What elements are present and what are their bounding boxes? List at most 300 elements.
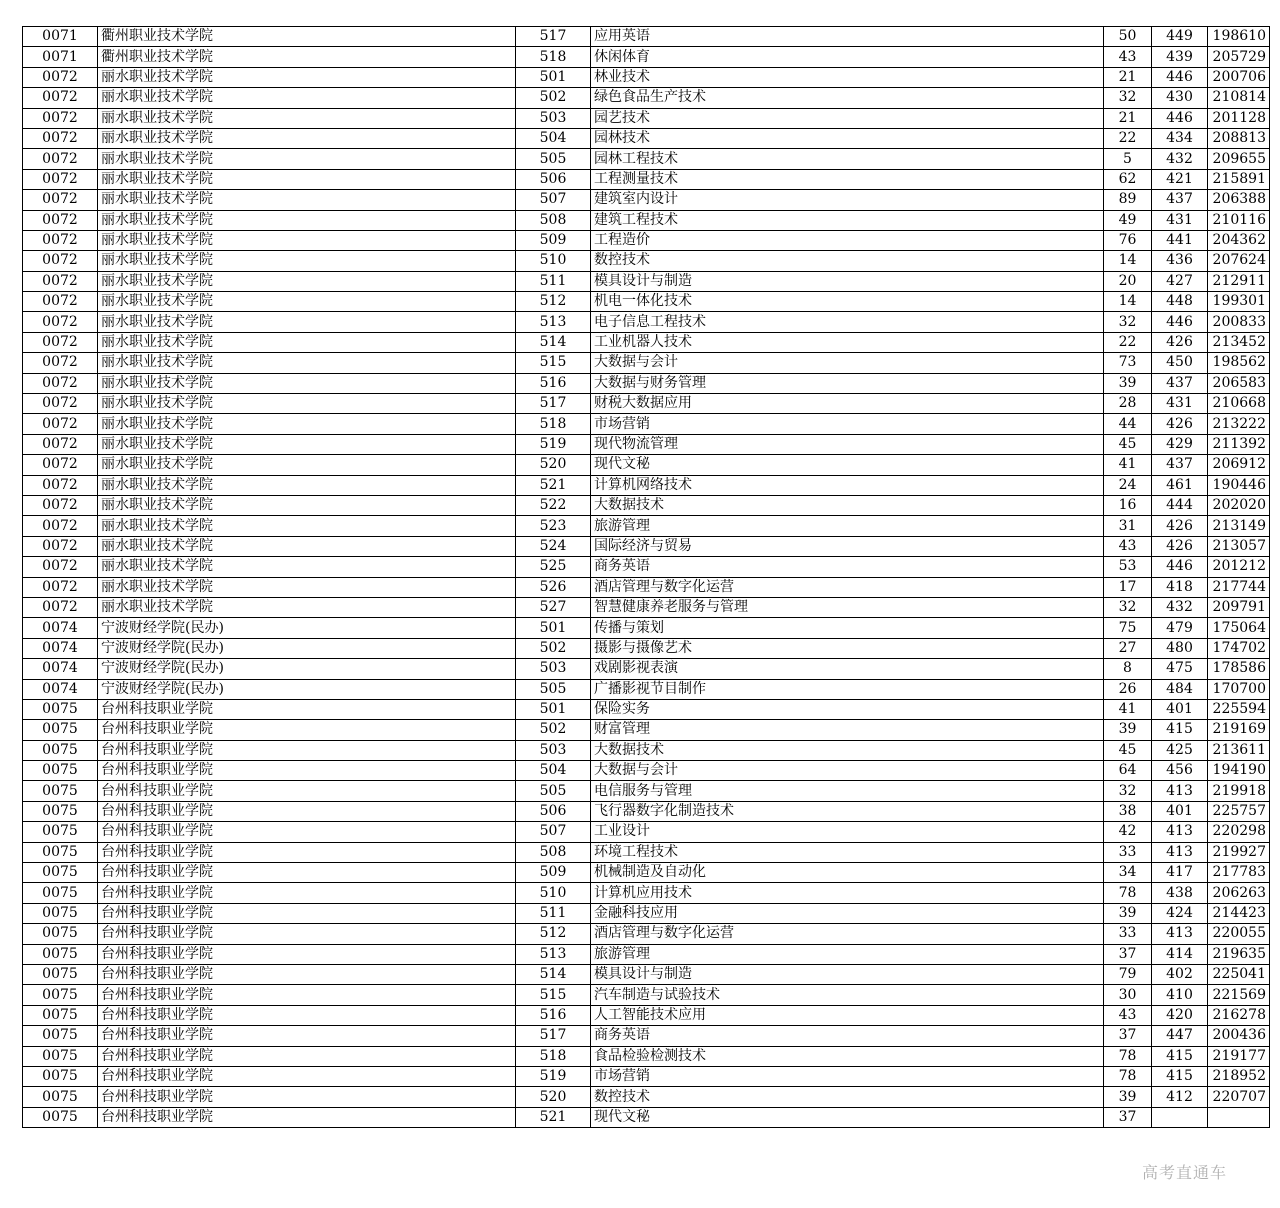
school-code-cell: 0072 (23, 88, 98, 108)
school-code-cell: 0072 (23, 108, 98, 128)
major-code-cell: 509 (516, 863, 591, 883)
min-score-cell: 420 (1152, 1005, 1208, 1025)
plan-count-cell: 14 (1104, 292, 1152, 312)
school-name-cell: 宁波财经学院(民办) (98, 659, 516, 679)
plan-count-cell: 14 (1104, 251, 1152, 271)
school-code-cell: 0075 (23, 1005, 98, 1025)
table-row (23, 67, 1270, 87)
plan-count-cell: 41 (1104, 455, 1152, 475)
school-code-cell: 0072 (23, 312, 98, 332)
school-name-cell: 台州科技职业学院 (98, 903, 516, 923)
school-name-cell: 衢州职业技术学院 (98, 27, 516, 47)
major-name-cell: 机电一体化技术 (591, 292, 1104, 312)
table-row (23, 495, 1270, 515)
major-name-cell: 大数据与会计 (591, 761, 1104, 781)
major-name-cell: 现代文秘 (591, 1107, 1104, 1127)
school-code-cell: 0072 (23, 149, 98, 169)
major-code-cell: 507 (516, 190, 591, 210)
major-name-cell: 建筑工程技术 (591, 210, 1104, 230)
major-name-cell: 食品检验检测技术 (591, 1046, 1104, 1066)
rank-cell: 205729 (1208, 47, 1270, 67)
school-name-cell: 丽水职业技术学院 (98, 495, 516, 515)
table-row (23, 475, 1270, 495)
rank-cell: 178586 (1208, 659, 1270, 679)
major-code-cell: 517 (516, 1026, 591, 1046)
rank-cell: 201212 (1208, 557, 1270, 577)
table-row (23, 128, 1270, 148)
major-name-cell: 财税大数据应用 (591, 394, 1104, 414)
min-score-cell: 413 (1152, 842, 1208, 862)
min-score-cell: 449 (1152, 27, 1208, 47)
school-code-cell: 0075 (23, 801, 98, 821)
plan-count-cell: 73 (1104, 353, 1152, 373)
school-code-cell: 0072 (23, 67, 98, 87)
plan-count-cell: 53 (1104, 557, 1152, 577)
rank-cell: 225757 (1208, 801, 1270, 821)
table-row (23, 149, 1270, 169)
min-score-cell: 447 (1152, 1026, 1208, 1046)
table-row (23, 47, 1270, 67)
table-row (23, 169, 1270, 189)
plan-count-cell: 43 (1104, 536, 1152, 556)
min-score-cell: 436 (1152, 251, 1208, 271)
major-name-cell: 财富管理 (591, 720, 1104, 740)
school-name-cell: 台州科技职业学院 (98, 1005, 516, 1025)
plan-count-cell: 21 (1104, 108, 1152, 128)
plan-count-cell: 62 (1104, 169, 1152, 189)
school-code-cell: 0072 (23, 455, 98, 475)
rank-cell: 219918 (1208, 781, 1270, 801)
table-row (23, 1005, 1270, 1025)
major-code-cell: 519 (516, 434, 591, 454)
rank-cell: 219177 (1208, 1046, 1270, 1066)
major-code-cell: 524 (516, 536, 591, 556)
school-code-cell: 0075 (23, 1107, 98, 1127)
table-row (23, 536, 1270, 556)
min-score-cell: 415 (1152, 1046, 1208, 1066)
major-code-cell: 522 (516, 495, 591, 515)
table-row (23, 312, 1270, 332)
rank-cell: 175064 (1208, 618, 1270, 638)
rank-cell: 210116 (1208, 210, 1270, 230)
major-code-cell: 507 (516, 822, 591, 842)
major-code-cell: 508 (516, 842, 591, 862)
school-name-cell: 台州科技职业学院 (98, 822, 516, 842)
plan-count-cell: 22 (1104, 128, 1152, 148)
school-name-cell: 宁波财经学院(民办) (98, 638, 516, 658)
plan-count-cell: 32 (1104, 312, 1152, 332)
major-code-cell: 512 (516, 924, 591, 944)
min-score-cell: 439 (1152, 47, 1208, 67)
plan-count-cell: 39 (1104, 720, 1152, 740)
school-code-cell: 0075 (23, 985, 98, 1005)
rank-cell: 198562 (1208, 353, 1270, 373)
major-code-cell: 505 (516, 149, 591, 169)
rank-cell: 213611 (1208, 740, 1270, 760)
table-row (23, 332, 1270, 352)
plan-count-cell: 32 (1104, 597, 1152, 617)
school-name-cell: 丽水职业技术学院 (98, 557, 516, 577)
table-row (23, 883, 1270, 903)
table-row (23, 985, 1270, 1005)
school-code-cell: 0075 (23, 781, 98, 801)
rank-cell: 206583 (1208, 373, 1270, 393)
rank-cell: 225594 (1208, 699, 1270, 719)
min-score-cell: 448 (1152, 292, 1208, 312)
min-score-cell: 415 (1152, 720, 1208, 740)
rank-cell: 174702 (1208, 638, 1270, 658)
plan-count-cell: 30 (1104, 985, 1152, 1005)
school-code-cell: 0072 (23, 394, 98, 414)
rank-cell: 170700 (1208, 679, 1270, 699)
major-code-cell: 505 (516, 781, 591, 801)
table-row (23, 292, 1270, 312)
major-code-cell: 503 (516, 108, 591, 128)
min-score-cell: 446 (1152, 312, 1208, 332)
rank-cell: 220055 (1208, 924, 1270, 944)
plan-count-cell: 28 (1104, 394, 1152, 414)
table-row (23, 720, 1270, 740)
min-score-cell: 413 (1152, 781, 1208, 801)
school-code-cell: 0075 (23, 822, 98, 842)
rank-cell: 209655 (1208, 149, 1270, 169)
school-code-cell: 0074 (23, 679, 98, 699)
table-row (23, 516, 1270, 536)
plan-count-cell: 76 (1104, 230, 1152, 250)
school-code-cell: 0072 (23, 516, 98, 536)
min-score-cell: 427 (1152, 271, 1208, 291)
rank-cell: 199301 (1208, 292, 1270, 312)
min-score-cell: 426 (1152, 536, 1208, 556)
min-score-cell: 432 (1152, 149, 1208, 169)
min-score-cell: 438 (1152, 883, 1208, 903)
school-code-cell: 0072 (23, 251, 98, 271)
major-code-cell: 515 (516, 353, 591, 373)
table-row (23, 597, 1270, 617)
plan-count-cell: 43 (1104, 1005, 1152, 1025)
school-code-cell: 0072 (23, 414, 98, 434)
school-name-cell: 丽水职业技术学院 (98, 536, 516, 556)
school-code-cell: 0072 (23, 271, 98, 291)
school-name-cell: 丽水职业技术学院 (98, 332, 516, 352)
major-name-cell: 园艺技术 (591, 108, 1104, 128)
plan-count-cell: 78 (1104, 883, 1152, 903)
major-name-cell: 商务英语 (591, 557, 1104, 577)
major-code-cell: 514 (516, 332, 591, 352)
major-name-cell: 戏剧影视表演 (591, 659, 1104, 679)
table-row (23, 699, 1270, 719)
plan-count-cell: 50 (1104, 27, 1152, 47)
school-code-cell: 0072 (23, 128, 98, 148)
plan-count-cell: 24 (1104, 475, 1152, 495)
major-name-cell: 机械制造及自动化 (591, 863, 1104, 883)
major-name-cell: 传播与策划 (591, 618, 1104, 638)
rank-cell: 219927 (1208, 842, 1270, 862)
school-code-cell: 0072 (23, 353, 98, 373)
plan-count-cell: 26 (1104, 679, 1152, 699)
major-code-cell: 510 (516, 883, 591, 903)
table-row (23, 414, 1270, 434)
school-code-cell: 0072 (23, 434, 98, 454)
min-score-cell: 432 (1152, 597, 1208, 617)
school-code-cell: 0075 (23, 720, 98, 740)
min-score-cell: 426 (1152, 414, 1208, 434)
rank-cell: 213222 (1208, 414, 1270, 434)
major-name-cell: 商务英语 (591, 1026, 1104, 1046)
school-name-cell: 台州科技职业学院 (98, 720, 516, 740)
rank-cell: 206912 (1208, 455, 1270, 475)
school-name-cell: 台州科技职业学院 (98, 1087, 516, 1107)
min-score-cell: 437 (1152, 455, 1208, 475)
school-name-cell: 丽水职业技术学院 (98, 251, 516, 271)
plan-count-cell: 45 (1104, 740, 1152, 760)
major-code-cell: 521 (516, 475, 591, 495)
rank-cell: 202020 (1208, 495, 1270, 515)
rank-cell: 225041 (1208, 964, 1270, 984)
rank-cell: 221569 (1208, 985, 1270, 1005)
min-score-cell: 421 (1152, 169, 1208, 189)
school-code-cell: 0075 (23, 842, 98, 862)
major-name-cell: 园林工程技术 (591, 149, 1104, 169)
major-code-cell: 521 (516, 1107, 591, 1127)
school-name-cell: 丽水职业技术学院 (98, 597, 516, 617)
school-code-cell: 0071 (23, 27, 98, 47)
school-code-cell: 0075 (23, 1046, 98, 1066)
table-row (23, 394, 1270, 414)
plan-count-cell: 49 (1104, 210, 1152, 230)
major-code-cell: 502 (516, 638, 591, 658)
major-name-cell: 旅游管理 (591, 516, 1104, 536)
major-name-cell: 休闲体育 (591, 47, 1104, 67)
school-name-cell: 丽水职业技术学院 (98, 292, 516, 312)
school-name-cell: 台州科技职业学院 (98, 964, 516, 984)
major-name-cell: 酒店管理与数字化运营 (591, 924, 1104, 944)
rank-cell: 198610 (1208, 27, 1270, 47)
rank-cell: 207624 (1208, 251, 1270, 271)
plan-count-cell: 39 (1104, 1087, 1152, 1107)
school-code-cell: 0072 (23, 332, 98, 352)
plan-count-cell: 32 (1104, 88, 1152, 108)
plan-count-cell: 89 (1104, 190, 1152, 210)
rank-cell: 210668 (1208, 394, 1270, 414)
table-row (23, 27, 1270, 47)
major-name-cell: 数控技术 (591, 1087, 1104, 1107)
table-row (23, 230, 1270, 250)
table-row (23, 822, 1270, 842)
min-score-cell: 412 (1152, 1087, 1208, 1107)
plan-count-cell: 33 (1104, 924, 1152, 944)
table-row (23, 251, 1270, 271)
major-code-cell: 520 (516, 1087, 591, 1107)
school-name-cell: 台州科技职业学院 (98, 781, 516, 801)
major-code-cell: 501 (516, 618, 591, 638)
table-row (23, 740, 1270, 760)
school-code-cell: 0075 (23, 1087, 98, 1107)
min-score-cell: 446 (1152, 108, 1208, 128)
school-name-cell: 台州科技职业学院 (98, 883, 516, 903)
plan-count-cell: 42 (1104, 822, 1152, 842)
school-name-cell: 宁波财经学院(民办) (98, 679, 516, 699)
school-name-cell: 丽水职业技术学院 (98, 434, 516, 454)
min-score-cell: 429 (1152, 434, 1208, 454)
rank-cell (1208, 1107, 1270, 1127)
major-code-cell: 504 (516, 128, 591, 148)
major-code-cell: 508 (516, 210, 591, 230)
school-code-cell: 0075 (23, 740, 98, 760)
school-name-cell: 台州科技职业学院 (98, 1026, 516, 1046)
table-row (23, 761, 1270, 781)
rank-cell: 200706 (1208, 67, 1270, 87)
min-score-cell: 402 (1152, 964, 1208, 984)
min-score-cell: 480 (1152, 638, 1208, 658)
school-code-cell: 0072 (23, 475, 98, 495)
min-score-cell: 441 (1152, 230, 1208, 250)
plan-count-cell: 38 (1104, 801, 1152, 821)
school-code-cell: 0072 (23, 190, 98, 210)
min-score-cell: 426 (1152, 332, 1208, 352)
major-code-cell: 501 (516, 699, 591, 719)
rank-cell: 190446 (1208, 475, 1270, 495)
major-code-cell: 523 (516, 516, 591, 536)
major-name-cell: 市场营销 (591, 1066, 1104, 1086)
plan-count-cell: 5 (1104, 149, 1152, 169)
rank-cell: 218952 (1208, 1066, 1270, 1086)
table-row (23, 434, 1270, 454)
major-name-cell: 数控技术 (591, 251, 1104, 271)
rank-cell: 220298 (1208, 822, 1270, 842)
major-name-cell: 电信服务与管理 (591, 781, 1104, 801)
min-score-cell: 417 (1152, 863, 1208, 883)
major-code-cell: 514 (516, 964, 591, 984)
table-row (23, 863, 1270, 883)
major-name-cell: 工程造价 (591, 230, 1104, 250)
school-name-cell: 丽水职业技术学院 (98, 271, 516, 291)
major-name-cell: 园林技术 (591, 128, 1104, 148)
school-name-cell: 丽水职业技术学院 (98, 475, 516, 495)
major-code-cell: 506 (516, 801, 591, 821)
school-name-cell: 台州科技职业学院 (98, 740, 516, 760)
major-name-cell: 国际经济与贸易 (591, 536, 1104, 556)
major-code-cell: 513 (516, 944, 591, 964)
rank-cell: 213057 (1208, 536, 1270, 556)
school-name-cell: 丽水职业技术学院 (98, 394, 516, 414)
plan-count-cell: 78 (1104, 1066, 1152, 1086)
min-score-cell: 461 (1152, 475, 1208, 495)
school-name-cell: 宁波财经学院(民办) (98, 618, 516, 638)
school-name-cell: 衢州职业技术学院 (98, 47, 516, 67)
plan-count-cell: 21 (1104, 67, 1152, 87)
major-name-cell: 飞行器数字化制造技术 (591, 801, 1104, 821)
school-name-cell: 台州科技职业学院 (98, 985, 516, 1005)
table-row (23, 271, 1270, 291)
rank-cell: 208813 (1208, 128, 1270, 148)
school-code-cell: 0072 (23, 597, 98, 617)
school-code-cell: 0075 (23, 1026, 98, 1046)
school-name-cell: 丽水职业技术学院 (98, 108, 516, 128)
major-code-cell: 506 (516, 169, 591, 189)
min-score-cell (1152, 1107, 1208, 1127)
table-row (23, 373, 1270, 393)
school-code-cell: 0075 (23, 1066, 98, 1086)
rank-cell: 206388 (1208, 190, 1270, 210)
major-code-cell: 515 (516, 985, 591, 1005)
min-score-cell: 401 (1152, 699, 1208, 719)
school-code-cell: 0072 (23, 577, 98, 597)
rank-cell: 219169 (1208, 720, 1270, 740)
rank-cell: 217783 (1208, 863, 1270, 883)
major-name-cell: 计算机网络技术 (591, 475, 1104, 495)
school-code-cell: 0075 (23, 903, 98, 923)
min-score-cell: 450 (1152, 353, 1208, 373)
major-code-cell: 516 (516, 373, 591, 393)
school-name-cell: 台州科技职业学院 (98, 944, 516, 964)
major-code-cell: 525 (516, 557, 591, 577)
school-code-cell: 0075 (23, 944, 98, 964)
table-row (23, 353, 1270, 373)
school-code-cell: 0075 (23, 699, 98, 719)
school-name-cell: 丽水职业技术学院 (98, 455, 516, 475)
school-name-cell: 丽水职业技术学院 (98, 67, 516, 87)
plan-count-cell: 79 (1104, 964, 1152, 984)
table-row (23, 679, 1270, 699)
major-code-cell: 518 (516, 414, 591, 434)
min-score-cell: 415 (1152, 1066, 1208, 1086)
plan-count-cell: 37 (1104, 1026, 1152, 1046)
school-code-cell: 0074 (23, 618, 98, 638)
plan-count-cell: 43 (1104, 47, 1152, 67)
rank-cell: 200436 (1208, 1026, 1270, 1046)
rank-cell: 217744 (1208, 577, 1270, 597)
plan-count-cell: 8 (1104, 659, 1152, 679)
table-row (23, 210, 1270, 230)
table-row (23, 659, 1270, 679)
rank-cell: 204362 (1208, 230, 1270, 250)
major-name-cell: 模具设计与制造 (591, 964, 1104, 984)
major-code-cell: 526 (516, 577, 591, 597)
min-score-cell: 484 (1152, 679, 1208, 699)
major-name-cell: 金融科技应用 (591, 903, 1104, 923)
major-code-cell: 517 (516, 394, 591, 414)
table-row (23, 618, 1270, 638)
school-code-cell: 0074 (23, 659, 98, 679)
watermark-text: 高考直通车 (1142, 1163, 1228, 1182)
school-name-cell: 丽水职业技术学院 (98, 373, 516, 393)
table-row (23, 190, 1270, 210)
school-name-cell: 丽水职业技术学院 (98, 577, 516, 597)
table-row (23, 1046, 1270, 1066)
min-score-cell: 456 (1152, 761, 1208, 781)
min-score-cell: 434 (1152, 128, 1208, 148)
table-row (23, 557, 1270, 577)
major-code-cell: 519 (516, 1066, 591, 1086)
school-code-cell: 0075 (23, 761, 98, 781)
school-name-cell: 丽水职业技术学院 (98, 230, 516, 250)
plan-count-cell: 17 (1104, 577, 1152, 597)
plan-count-cell: 78 (1104, 1046, 1152, 1066)
major-name-cell: 大数据与会计 (591, 353, 1104, 373)
school-name-cell: 台州科技职业学院 (98, 842, 516, 862)
plan-count-cell: 37 (1104, 1107, 1152, 1127)
rank-cell: 220707 (1208, 1087, 1270, 1107)
major-name-cell: 旅游管理 (591, 944, 1104, 964)
major-code-cell: 503 (516, 740, 591, 760)
school-name-cell: 台州科技职业学院 (98, 863, 516, 883)
table-row (23, 944, 1270, 964)
min-score-cell: 413 (1152, 924, 1208, 944)
plan-count-cell: 16 (1104, 495, 1152, 515)
school-name-cell: 丽水职业技术学院 (98, 210, 516, 230)
plan-count-cell: 27 (1104, 638, 1152, 658)
